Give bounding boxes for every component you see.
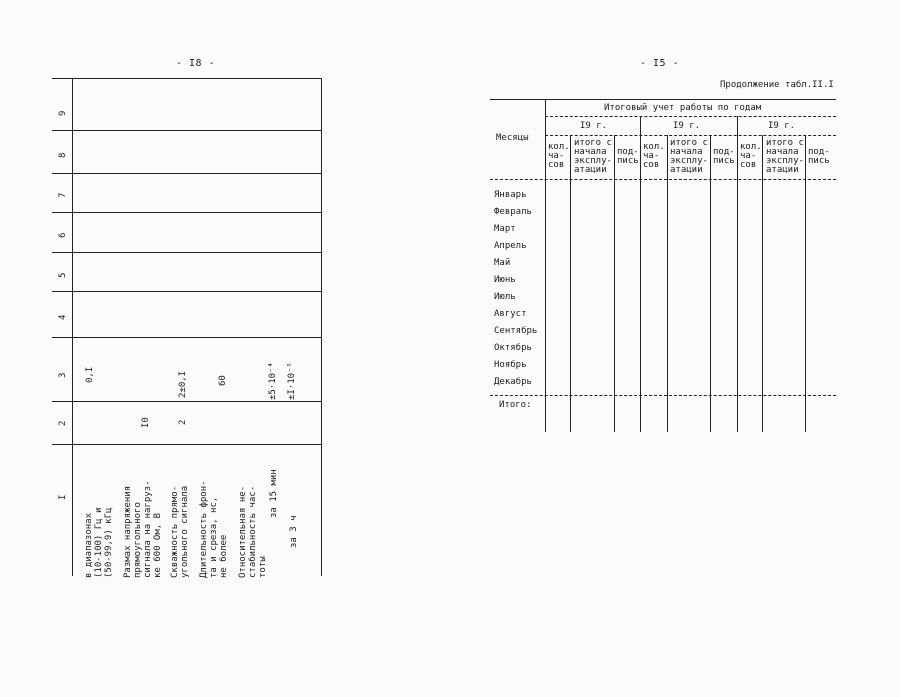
- column-number: 2: [58, 420, 68, 426]
- tolerance-value: 2±0,I: [178, 370, 188, 398]
- month-label: Сентябрь: [494, 326, 538, 336]
- parameter-text: Скважность прямо- угольного сигнала: [170, 485, 190, 578]
- table-line: [614, 135, 615, 432]
- column-number: 6: [58, 232, 68, 238]
- table-border-top: [490, 99, 836, 100]
- month-label: Февраль: [494, 207, 532, 217]
- table-line: [490, 395, 836, 396]
- table-line: [52, 291, 322, 292]
- subcolumn-signature: под- пись: [617, 147, 639, 166]
- table-line: [640, 116, 641, 432]
- month-label: Июль: [494, 292, 516, 302]
- table-line: [805, 135, 806, 432]
- subcolumn-hours: кол. ча- сов: [643, 142, 665, 170]
- table-border-top: [52, 78, 322, 79]
- column-number: 4: [58, 314, 68, 320]
- parameter-text: Длительность фрон- та и среза, нс, не более: [199, 480, 229, 578]
- column-number: 7: [58, 192, 68, 198]
- subcolumn-hours: кол. ча- сов: [740, 142, 762, 170]
- table-line: [52, 401, 322, 402]
- month-label: Март: [494, 224, 516, 234]
- right-page-number: - I5 -: [640, 58, 680, 69]
- column-number: 9: [58, 110, 68, 116]
- table-line: [667, 135, 668, 432]
- tolerance-value: 0,I: [85, 366, 95, 383]
- month-label: Июнь: [494, 275, 516, 285]
- table-caption: Продолжение табл.II.I: [720, 80, 834, 90]
- table-line: [52, 444, 322, 445]
- column-number: I: [58, 494, 68, 500]
- subcolumn-total: итого с начала эксплу- атации: [766, 138, 804, 175]
- month-label: Октябрь: [494, 343, 532, 353]
- month-label: Ноябрь: [494, 360, 527, 370]
- subcolumn-signature: под- пись: [713, 147, 735, 166]
- column-number: 5: [58, 272, 68, 278]
- parameter-text: Относительная не- стабильность час- тоты: [238, 485, 268, 578]
- month-label: Май: [494, 258, 511, 268]
- total-label: Итого:: [499, 400, 532, 410]
- nominal-value: I0: [141, 417, 151, 428]
- tolerance-value: 60: [218, 375, 228, 386]
- table-line: [545, 116, 836, 117]
- table-line: [52, 337, 322, 338]
- subcolumn-hours: кол. ча- сов: [548, 142, 570, 170]
- table-line: [737, 116, 738, 432]
- month-label: Август: [494, 309, 527, 319]
- parameter-text: в диапазонах (10-100) Гц и (50-99,9) кГц: [84, 507, 114, 578]
- table-border-left: [72, 78, 73, 576]
- parameter-text: за 3 ч: [289, 515, 299, 548]
- table-line: [52, 130, 322, 131]
- table-line: [570, 135, 571, 432]
- year-label: I9 г.: [580, 121, 608, 131]
- year-label: I9 г.: [768, 121, 796, 131]
- subcolumn-total: итого с начала эксплу- атации: [574, 138, 612, 175]
- months-header: Месяцы: [496, 133, 529, 143]
- tolerance-value: ±5·10⁻⁴: [268, 362, 278, 400]
- table-line: [52, 173, 322, 174]
- month-label: Январь: [494, 190, 527, 200]
- table-line: [762, 135, 763, 432]
- parameter-text: Размах напряжения прямоугольного сигнала на нагруз- ке 600 Ом, В: [123, 480, 163, 578]
- table-line: [52, 212, 322, 213]
- table-line: [52, 252, 322, 253]
- column-number: 8: [58, 152, 68, 158]
- nominal-value: 2: [178, 419, 188, 425]
- month-label: Декабрь: [494, 377, 532, 387]
- table-border-right: [321, 78, 322, 576]
- year-label: I9 г.: [673, 121, 701, 131]
- subcolumn-signature: под- пись: [808, 147, 830, 166]
- parameter-text: за 15 мин: [269, 469, 279, 518]
- tolerance-value: ±I·10⁻⁵: [287, 362, 297, 400]
- table-line: [710, 135, 711, 432]
- column-number: 3: [58, 372, 68, 378]
- header-title: Итоговый учет работы по годам: [604, 103, 762, 113]
- table-header-bottom: [490, 179, 836, 180]
- table-line: [545, 99, 546, 432]
- table-line: [545, 135, 836, 136]
- month-label: Апрель: [494, 241, 527, 251]
- subcolumn-total: итого с начала эксплу- атации: [670, 138, 708, 175]
- left-page-number: - I8 -: [176, 58, 216, 69]
